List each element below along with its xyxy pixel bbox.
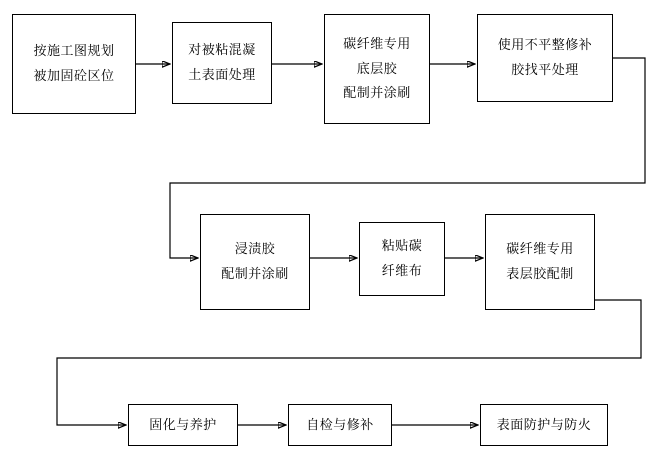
node-line: 配制并涂刷 — [221, 266, 289, 281]
flow-node-leveling-repair[interactable] — [477, 14, 613, 102]
flow-node-self-inspection[interactable] — [288, 404, 392, 446]
node-line: 对被粘混凝 — [188, 42, 256, 58]
flow-node-curing[interactable] — [128, 404, 238, 446]
node-line: 浸渍胶 — [234, 241, 276, 257]
node-line: 碳纤维专用 — [343, 35, 411, 51]
flow-node-surface-treatment[interactable] — [172, 22, 272, 104]
node-line: 配制并涂刷 — [343, 85, 411, 101]
node-line: 自检与修补 — [306, 416, 374, 432]
node-line: 表面防护与防火 — [496, 416, 592, 432]
flow-node-surface-protection[interactable] — [480, 404, 608, 446]
node-line: 碳纤维专用 — [506, 241, 574, 257]
flow-node-topcoat-adhesive[interactable] — [485, 214, 595, 310]
flow-node-bond-carbon-fiber[interactable] — [359, 222, 445, 296]
node-line: 使用不平整修补 — [497, 37, 593, 53]
node-line: 被加固砼区位 — [33, 68, 115, 83]
node-line: 表层胶配制 — [506, 266, 574, 281]
flow-node-primer-coat[interactable] — [324, 14, 430, 124]
node-line: 按施工图规划 — [33, 43, 115, 59]
node-line: 固化与养护 — [149, 416, 217, 432]
node-line: 底层胶 — [356, 60, 398, 76]
node-line: 纤维布 — [381, 263, 423, 278]
node-line: 土表面处理 — [188, 67, 256, 82]
flow-node-plan-area[interactable] — [12, 14, 136, 114]
flow-node-impregnating-adhesive[interactable] — [200, 214, 310, 310]
node-line: 粘贴碳 — [381, 238, 423, 254]
node-line: 胶找平处理 — [511, 62, 579, 77]
